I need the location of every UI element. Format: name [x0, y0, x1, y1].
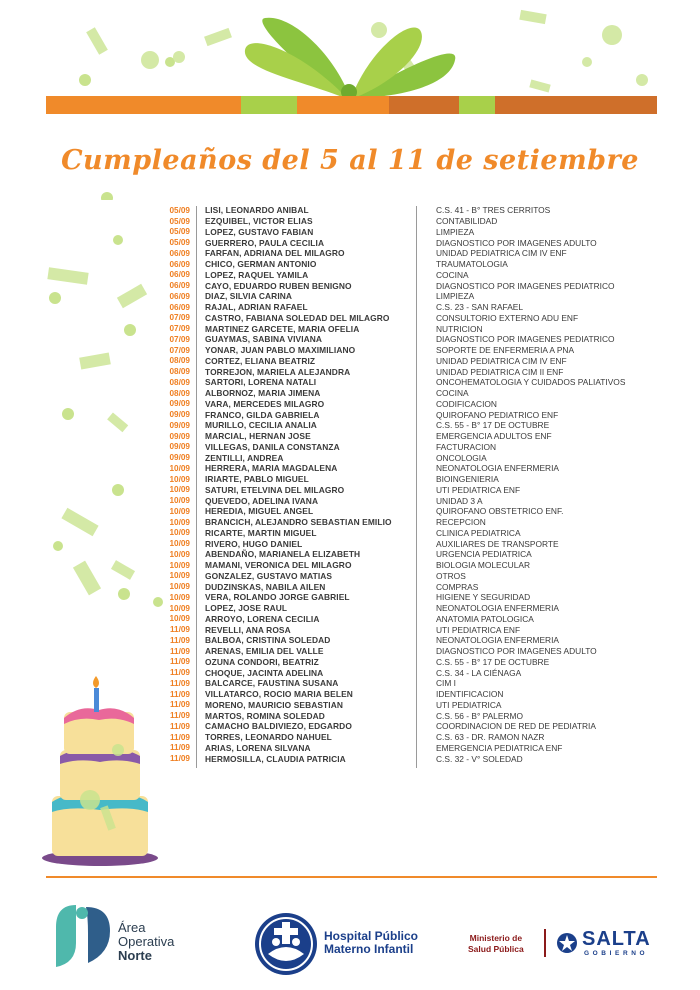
confetti-piece: [582, 57, 592, 67]
birthday-row: [152, 667, 662, 678]
page-title: Cumpleaños del 5 al 11 de setiembre: [61, 145, 639, 176]
ribbon-segment: [495, 96, 657, 114]
birthday-name: CASTRO, FABIANA SOLEDAD DEL MILAGRO: [205, 312, 390, 323]
birthday-date: 05/09: [169, 216, 190, 226]
birthday-area: OTROS: [436, 570, 466, 581]
birthday-row: [152, 614, 662, 625]
birthday-area: NUTRICION: [436, 323, 483, 334]
birthday-date: 05/09: [169, 238, 190, 248]
birthday-date: 11/09: [169, 625, 190, 635]
birthday-name: VILLATARCO, ROCIO MARIA BELEN: [205, 689, 353, 700]
birthday-area: LIMPIEZA: [436, 226, 475, 237]
birthday-name: CHOQUE, JACINTA ADELINA: [205, 667, 324, 678]
area-operativa-norte-logo-icon: [52, 903, 114, 969]
confetti-piece: [62, 408, 74, 420]
birthday-row: [152, 399, 662, 410]
birthday-row: [152, 721, 662, 732]
birthday-date: 10/09: [169, 474, 190, 484]
gobierno-text: GOBIERNO: [584, 950, 649, 957]
birthday-name: CAYO, EDUARDO RUBEN BENIGNO: [205, 280, 352, 291]
birthday-row: [152, 517, 662, 528]
birthday-row: [152, 495, 662, 506]
confetti-piece: [204, 28, 232, 46]
birthday-name: VILLEGAS, DANILA CONSTANZA: [205, 441, 340, 452]
birthday-name: LOPEZ, RAQUEL YAMILA: [205, 269, 309, 280]
birthday-area: COMPRAS: [436, 581, 479, 592]
birthday-name: VARA, MERCEDES MILAGRO: [205, 398, 325, 409]
birthday-name: EZQUIBEL, VICTOR ELIAS: [205, 216, 313, 227]
confetti-piece: [79, 74, 91, 86]
birthday-date: 09/09: [169, 399, 190, 409]
birthday-area: COCINA: [436, 388, 469, 399]
birthday-area: CIM I: [436, 678, 457, 689]
birthday-date: 06/09: [169, 281, 190, 291]
birthday-area: C.S. 23 - SAN RAFAEL: [436, 302, 524, 313]
birthday-name: GONZALEZ, GUSTAVO MATIAS: [205, 570, 333, 581]
confetti-piece: [118, 588, 130, 600]
birthday-date: 11/09: [169, 700, 190, 710]
ministry-text: [468, 933, 524, 955]
birthday-name: YONAR, JUAN PABLO MAXIMILIANO: [205, 345, 356, 356]
birthday-area: NEONATOLOGIA ENFERMERIA: [436, 635, 560, 646]
birthday-row: [152, 205, 662, 216]
birthday-date: 07/09: [169, 324, 190, 334]
birthday-area: QUIROFANO OBSTETRICO ENF.: [436, 506, 564, 517]
birthday-list: [152, 205, 662, 764]
birthday-area: C.S. 63 - DR. RAMON NAZR: [436, 732, 545, 743]
ribbon-segment: [459, 96, 495, 114]
birthday-area: DIAGNOSTICO POR IMAGENES PEDIATRICO: [436, 280, 615, 291]
birthday-date: 09/09: [169, 431, 190, 441]
hospital-line2: Materno Infantil: [324, 942, 414, 956]
birthday-row: [152, 431, 662, 442]
birthday-area: NEONATOLOGIA ENFERMERIA: [436, 463, 560, 474]
birthday-date: 10/09: [169, 560, 190, 570]
birthday-date: 08/09: [169, 356, 190, 366]
birthday-date: 06/09: [169, 270, 190, 280]
birthday-date: 11/09: [169, 678, 190, 688]
birthday-date: 10/09: [169, 549, 190, 559]
birthday-date: 09/09: [169, 442, 190, 452]
birthday-row: [152, 560, 662, 571]
birthday-area: BIOINGENIERIA: [436, 474, 499, 485]
birthday-date: 10/09: [169, 528, 190, 538]
birthday-area: ONCOLOGIA: [436, 452, 487, 463]
birthday-date: 09/09: [169, 410, 190, 420]
birthday-date: 11/09: [169, 721, 190, 731]
birthday-area: UTI PEDIATRICA ENF: [436, 484, 521, 495]
birthday-area: COORDINACION DE RED DE PEDIATRIA: [436, 721, 596, 732]
birthday-row: [152, 603, 662, 614]
birthday-name: HERRERA, MARIA MAGDALENA: [205, 463, 338, 474]
birthday-row: [152, 452, 662, 463]
confetti-piece: [371, 22, 387, 38]
hospital-logo-icon: [254, 912, 318, 976]
ribbon-segment: [46, 96, 241, 114]
birthday-area: ONCOHEMATOLOGIA Y CUIDADOS PALIATIVOS: [436, 377, 626, 388]
ministry-line2: Salud Pública: [468, 944, 524, 954]
birthday-name: LISI, LEONARDO ANIBAL: [205, 205, 309, 216]
birthday-area: CONTABILIDAD: [436, 216, 498, 227]
birthday-row: [152, 710, 662, 721]
birthday-area: UTI PEDIATRICA ENF: [436, 624, 521, 635]
birthday-name: HERMOSILLA, CLAUDIA PATRICIA: [205, 753, 346, 764]
salta-shield-icon: [556, 931, 578, 955]
birthday-name: CHICO, GERMAN ANTONIO: [205, 259, 317, 270]
birthday-row: [152, 291, 662, 302]
birthday-area: TRAUMATOLOGIA: [436, 259, 508, 270]
birthday-name: IRIARTE, PABLO MIGUEL: [205, 474, 309, 485]
birthday-date: 11/09: [169, 635, 190, 645]
birthday-area: RECEPCION: [436, 517, 486, 528]
birthday-date: 05/09: [169, 227, 190, 237]
birthday-date: 06/09: [169, 259, 190, 269]
birthday-row: [152, 388, 662, 399]
birthday-area: FACTURACION: [436, 441, 497, 452]
confetti-piece: [529, 80, 550, 93]
birthday-area: C.S. 55 - B° 17 DE OCTUBRE: [436, 420, 550, 431]
footer-separator: [544, 929, 546, 957]
birthday-date: 11/09: [169, 646, 190, 656]
aon-line1: Área: [118, 920, 146, 935]
birthday-row: [152, 377, 662, 388]
birthday-area: URGENCIA PEDIATRICA: [436, 549, 532, 560]
birthday-date: 10/09: [169, 582, 190, 592]
birthday-area: C.S. 55 - B° 17 DE OCTUBRE: [436, 656, 550, 667]
birthday-area: UNIDAD 3 A: [436, 495, 483, 506]
birthday-area: UTI PEDIATRICA: [436, 699, 502, 710]
birthday-row: [152, 571, 662, 582]
footer-divider: [46, 876, 657, 878]
confetti-piece: [602, 25, 622, 45]
confetti-piece: [107, 413, 128, 433]
confetti-piece: [173, 51, 185, 63]
birthday-area: LIMPIEZA: [436, 291, 475, 302]
hospital-line1: Hospital Público: [324, 929, 419, 943]
birthday-row: [152, 323, 662, 334]
birthday-area: C.S. 41 - B° TRES CERRITOS: [436, 205, 551, 216]
birthday-name: MURILLO, CECILIA ANALIA: [205, 420, 317, 431]
birthday-area: UNIDAD PEDIATRICA CIM IV ENF: [436, 355, 567, 366]
birthday-row: [152, 334, 662, 345]
birthday-date: 08/09: [169, 377, 190, 387]
birthday-area: DIAGNOSTICO POR IMAGENES PEDIATRICO: [436, 334, 615, 345]
birthday-name: HEREDIA, MIGUEL ANGEL: [205, 506, 314, 517]
birthday-name: FARFAN, ADRIANA DEL MILAGRO: [205, 248, 345, 259]
birthday-name: MARTINEZ GARCETE, MARIA OFELIA: [205, 323, 360, 334]
birthday-row: [152, 635, 662, 646]
birthday-name: CAMACHO BALDIVIEZO, EDGARDO: [205, 721, 352, 732]
birthday-row: [152, 463, 662, 474]
confetti-piece: [636, 74, 648, 86]
ribbon-segment: [389, 96, 459, 114]
birthday-name: MARCIAL, HERNAN JOSE: [205, 431, 311, 442]
birthday-name: DIAZ, SILVIA CARINA: [205, 291, 293, 302]
birthday-date: 11/09: [169, 754, 190, 764]
birthday-row: [152, 216, 662, 227]
confetti-piece: [49, 292, 61, 304]
birthday-area: EMERGENCIA PEDIATRICA ENF: [436, 742, 563, 753]
birthday-date: 10/09: [169, 506, 190, 516]
birthday-date: 11/09: [169, 689, 190, 699]
birthday-date: 07/09: [169, 313, 190, 323]
gift-ribbon-bar: [46, 96, 657, 114]
birthday-date: 06/09: [169, 302, 190, 312]
birthday-name: MAMANI, VERONICA DEL MILAGRO: [205, 560, 352, 571]
birthday-row: [152, 313, 662, 324]
birthday-row: [152, 528, 662, 539]
birthday-name: ARENAS, EMILIA DEL VALLE: [205, 646, 324, 657]
birthday-name: ABENDAÑO, MARIANELA ELIZABETH: [205, 549, 361, 560]
birthday-area: C.S. 32 - V° SOLEDAD: [436, 753, 523, 764]
confetti-piece: [61, 508, 98, 536]
birthday-date: 10/09: [169, 539, 190, 549]
birthday-name: BALCARCE, FAUSTINA SUSANA: [205, 678, 339, 689]
birthday-date: 11/09: [169, 657, 190, 667]
birthday-date: 10/09: [169, 603, 190, 613]
confetti-piece: [519, 10, 546, 24]
confetti-piece: [79, 352, 111, 369]
birthday-date: 10/09: [169, 614, 190, 624]
birthday-name: GUERRERO, PAULA CECILIA: [205, 237, 325, 248]
birthday-area: IDENTIFICACION: [436, 689, 504, 700]
confetti-piece: [86, 27, 108, 55]
birthday-area: COCINA: [436, 269, 469, 280]
birthday-row: [152, 345, 662, 356]
birthday-row: [152, 366, 662, 377]
birthday-row: [152, 248, 662, 259]
birthday-area: DIAGNOSTICO POR IMAGENES ADULTO: [436, 237, 597, 248]
birthday-area: CONSULTORIO EXTERNO ADU ENF: [436, 312, 579, 323]
salta-text: SALTA: [582, 928, 651, 950]
birthday-row: [152, 646, 662, 657]
birthday-area: NEONATOLOGIA ENFERMERIA: [436, 603, 560, 614]
birthday-date: 09/09: [169, 420, 190, 430]
birthday-date: 05/09: [169, 205, 190, 215]
birthday-name: FRANCO, GILDA GABRIELA: [205, 409, 320, 420]
birthday-name: QUEVEDO, ADELINA IVANA: [205, 495, 319, 506]
birthday-date: 09/09: [169, 453, 190, 463]
birthday-area: HIGIENE Y SEGURIDAD: [436, 592, 531, 603]
birthday-area: UNIDAD PEDIATRICA CIM II ENF: [436, 366, 564, 377]
birthday-row: [152, 657, 662, 668]
birthday-area: UNIDAD PEDIATRICA CIM IV ENF: [436, 248, 567, 259]
birthday-name: VERA, ROLANDO JORGE GABRIEL: [205, 592, 350, 603]
birthday-name: BALBOA, CRISTINA SOLEDAD: [205, 635, 331, 646]
birthday-name: RAJAL, ADRIAN RAFAEL: [205, 302, 308, 313]
birthday-row: [152, 624, 662, 635]
birthday-row: [152, 485, 662, 496]
birthday-name: DUDZINSKAS, NABILA AILEN: [205, 581, 326, 592]
birthday-date: 06/09: [169, 291, 190, 301]
confetti-piece: [53, 541, 63, 551]
confetti-piece: [117, 284, 147, 308]
birthday-row: [152, 506, 662, 517]
birthday-row: [152, 538, 662, 549]
birthday-name: ARROYO, LORENA CECILIA: [205, 613, 320, 624]
birthday-date: 11/09: [169, 743, 190, 753]
aon-line3: Norte: [118, 948, 152, 963]
hospital-name-text: [324, 930, 418, 956]
birthday-name: OZUNA CONDORI, BEATRIZ: [205, 656, 319, 667]
birthday-date: 10/09: [169, 592, 190, 602]
birthday-date: 11/09: [169, 732, 190, 742]
confetti-piece: [73, 561, 101, 596]
birthday-date: 11/09: [169, 711, 190, 721]
birthday-date: 08/09: [169, 367, 190, 377]
birthday-name: TORREJON, MARIELA ALEJANDRA: [205, 366, 351, 377]
birthday-row: [152, 356, 662, 367]
birthday-area: C.S. 56 - B° PALERMO: [436, 710, 523, 721]
birthday-area: DIAGNOSTICO POR IMAGENES ADULTO: [436, 646, 597, 657]
birthday-date: 07/09: [169, 334, 190, 344]
birthday-date: 10/09: [169, 485, 190, 495]
birthday-name: BRANCICH, ALEJANDRO SEBASTIAN EMILIO: [205, 517, 392, 528]
birthday-row: [152, 270, 662, 281]
birthday-date: 08/09: [169, 388, 190, 398]
birthday-row: [152, 581, 662, 592]
birthday-name: RIVERO, HUGO DANIEL: [205, 538, 303, 549]
birthday-area: EMERGENCIA ADULTOS ENF: [436, 431, 552, 442]
birthday-row: [152, 678, 662, 689]
birthday-date: 11/09: [169, 668, 190, 678]
birthday-name: GUAYMAS, SABINA VIVIANA: [205, 334, 323, 345]
confetti-piece: [113, 235, 123, 245]
birthday-row: [152, 259, 662, 270]
birthday-area: CLINICA PEDIATRICA: [436, 527, 521, 538]
birthday-area: C.S. 34 - LA CIÉNAGA: [436, 667, 522, 678]
ribbon-segment: [297, 96, 389, 114]
birthday-name: MORENO, MAURICIO SEBASTIAN: [205, 699, 343, 710]
birthday-name: CORTEZ, ELIANA BEATRIZ: [205, 355, 316, 366]
birthday-row: [152, 302, 662, 313]
birthday-row: [152, 689, 662, 700]
birthday-area: CODIFICACION: [436, 398, 497, 409]
birthday-row: [152, 227, 662, 238]
confetti-piece: [112, 484, 124, 496]
birthday-name: LOPEZ, JOSE RAUL: [205, 603, 288, 614]
ribbon-segment: [241, 96, 297, 114]
birthday-date: 10/09: [169, 496, 190, 506]
birthday-row: [152, 420, 662, 431]
birthday-date: 06/09: [169, 248, 190, 258]
decor-left: [0, 190, 170, 870]
birthday-row: [152, 592, 662, 603]
birthday-name: ZENTILLI, ANDREA: [205, 452, 284, 463]
birthday-cake-icon: [42, 676, 158, 866]
birthday-name: REVELLI, ANA ROSA: [205, 624, 291, 635]
birthday-row: [152, 442, 662, 453]
birthday-row: [152, 732, 662, 743]
confetti-piece: [47, 267, 88, 284]
confetti-piece: [111, 560, 135, 580]
birthday-name: SARTORI, LORENA NATALI: [205, 377, 317, 388]
area-operativa-norte-text: [118, 921, 174, 963]
birthday-area: BIOLOGIA MOLECULAR: [436, 560, 531, 571]
confetti-piece: [124, 324, 136, 336]
birthday-area: QUIROFANO PEDIATRICO ENF: [436, 409, 559, 420]
birthday-date: 10/09: [169, 517, 190, 527]
birthday-date: 10/09: [169, 571, 190, 581]
birthday-area: AUXILIARES DE TRANSPORTE: [436, 538, 559, 549]
birthday-name: LOPEZ, GUSTAVO FABIAN: [205, 226, 314, 237]
aon-line2: Operativa: [118, 934, 175, 949]
birthday-row: [152, 474, 662, 485]
birthday-name: SATURI, ETELVINA DEL MILAGRO: [205, 484, 345, 495]
birthday-row: [152, 280, 662, 291]
ministry-line1: Ministerio de: [469, 933, 523, 943]
birthday-name: MARTOS, ROMINA SOLEDAD: [205, 710, 325, 721]
birthday-date: 10/09: [169, 463, 190, 473]
birthday-row: [152, 743, 662, 754]
birthday-area: SOPORTE DE ENFERMERIA A PNA: [436, 345, 575, 356]
birthday-name: ARIAS, LORENA SILVANA: [205, 742, 311, 753]
birthday-row: [152, 237, 662, 248]
birthday-row: [152, 753, 662, 764]
birthday-row: [152, 700, 662, 711]
birthday-name: ALBORNOZ, MARIA JIMENA: [205, 388, 321, 399]
birthday-date: 07/09: [169, 345, 190, 355]
birthday-area: ANATOMIA PATOLOGICA: [436, 613, 534, 624]
birthday-name: TORRES, LEONARDO NAHUEL: [205, 732, 332, 743]
confetti-piece: [141, 51, 159, 69]
birthday-row: [152, 409, 662, 420]
birthday-name: RICARTE, MARTIN MIGUEL: [205, 527, 317, 538]
birthday-row: [152, 549, 662, 560]
